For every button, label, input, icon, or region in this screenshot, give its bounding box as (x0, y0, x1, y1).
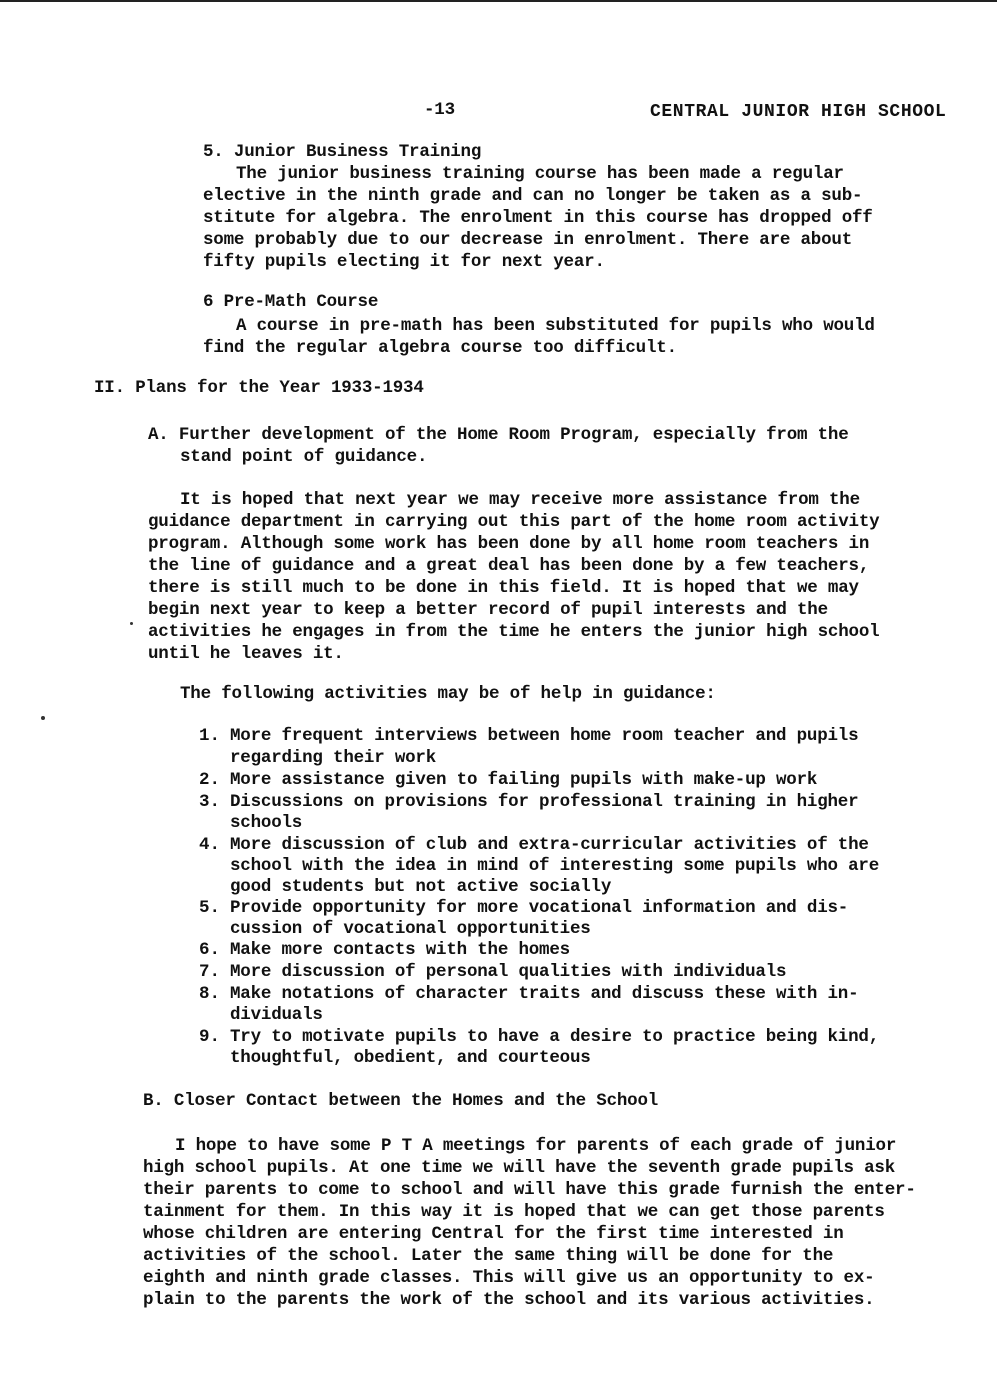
partB-paragraph-line: tainment for them. In this way it is hoped that we can get those parents (143, 1202, 885, 1222)
list-item: More discussion of personal qualities with individuals (230, 962, 787, 982)
partB-paragraph-line: plain to the parents the work of the school and its various activities. (143, 1290, 875, 1310)
partA-heading-line: stand point of guidance. (180, 447, 428, 467)
item6-heading: 6 Pre-Math Course (203, 292, 379, 312)
school-name-header: CENTRAL JUNIOR HIGH SCHOOL (650, 102, 947, 122)
partB-paragraph-line: activities of the school. Later the same thing will be done for the (143, 1246, 834, 1266)
list-item-number: 2. (199, 770, 221, 790)
scan-edge-line (0, 0, 997, 2)
list-item: cussion of vocational opportunities (230, 919, 591, 939)
list-item: Try to motivate pupils to have a desire to practice being kind, (230, 1027, 880, 1047)
list-item-number: 1. (199, 726, 221, 746)
list-item: More discussion of club and extra-curricular activities of the (230, 835, 869, 855)
partA-paragraph-line: program. Although some work has been done by all home room teachers in (148, 534, 870, 554)
list-item: school with the idea in mind of interesting some pupils who are (230, 856, 880, 876)
list-item: Provide opportunity for more vocational information and dis- (230, 898, 849, 918)
list-item: regarding their work (230, 748, 437, 768)
item5-line: fifty pupils electing it for next year. (203, 252, 605, 272)
list-item: schools (230, 813, 303, 833)
list-item: thoughtful, obedient, and courteous (230, 1048, 591, 1068)
item5-line: some probably due to our decrease in enrolment. There are about (203, 230, 853, 250)
item6-line: A course in pre-math has been substituted for pupils who would (236, 316, 875, 336)
partB-paragraph-line: their parents to come to school and will have this grade furnish the enter- (143, 1180, 916, 1200)
section2-heading: II. Plans for the Year 1933-1934 (94, 378, 424, 398)
partA-paragraph-line: guidance department in carrying out this part of the home room activity (148, 512, 880, 532)
list-item-number: 4. (199, 835, 221, 855)
partA-paragraph-line: there is still much to be done in this field. It is hoped that we may (148, 578, 859, 598)
list-item-number: 5. (199, 898, 221, 918)
scan-speck (130, 622, 133, 625)
partA-heading-line: A. Further development of the Home Room Program, especially from the (148, 425, 849, 445)
item5-line: elective in the ninth grade and can no longer be taken as a sub- (203, 186, 863, 206)
partB-paragraph-line: whose children are entering Central for the first time interested in (143, 1224, 844, 1244)
list-item-number: 3. (199, 792, 221, 812)
list-item: Discussions on provisions for professional training in higher (230, 792, 859, 812)
activities-intro: The following activities may be of help in guidance: (180, 684, 716, 704)
item5-line: The junior business training course has been made a regular (236, 164, 844, 184)
item6-line: find the regular algebra course too difficult. (203, 338, 677, 358)
list-item-number: 6. (199, 940, 221, 960)
partA-paragraph-line: begin next year to keep a better record of pupil interests and the (148, 600, 828, 620)
partA-paragraph-line: until he leaves it. (148, 644, 344, 664)
partA-paragraph-line: It is hoped that next year we may receive more assistance from the (180, 490, 860, 510)
list-item: dividuals (230, 1005, 323, 1025)
partB-heading: B. Closer Contact between the Homes and the School (143, 1091, 659, 1111)
list-item-number: 9. (199, 1027, 221, 1047)
list-item: More assistance given to failing pupils with make-up work (230, 770, 818, 790)
list-item-number: 8. (199, 984, 221, 1004)
list-item: More frequent interviews between home room teacher and pupils (230, 726, 859, 746)
list-item-number: 7. (199, 962, 221, 982)
item5-line: stitute for algebra. The enrolment in this course has dropped off (203, 208, 873, 228)
partB-paragraph-line: eighth and ninth grade classes. This will give us an opportunity to ex- (143, 1268, 875, 1288)
partA-paragraph-line: the line of guidance and a great deal has been done by a few teachers, (148, 556, 870, 576)
partA-paragraph-line: activities he engages in from the time he enters the junior high school (148, 622, 880, 642)
item5-heading: 5. Junior Business Training (203, 142, 482, 162)
list-item: Make more contacts with the homes (230, 940, 570, 960)
partB-paragraph-line: I hope to have some P T A meetings for parents of each grade of junior (175, 1136, 897, 1156)
list-item: Make notations of character traits and discuss these with in- (230, 984, 859, 1004)
list-item: good students but not active socially (230, 877, 612, 897)
partB-paragraph-line: high school pupils. At one time we will have the seventh grade pupils ask (143, 1158, 896, 1178)
scan-speck (41, 716, 45, 720)
page-number: -13 (424, 100, 455, 120)
